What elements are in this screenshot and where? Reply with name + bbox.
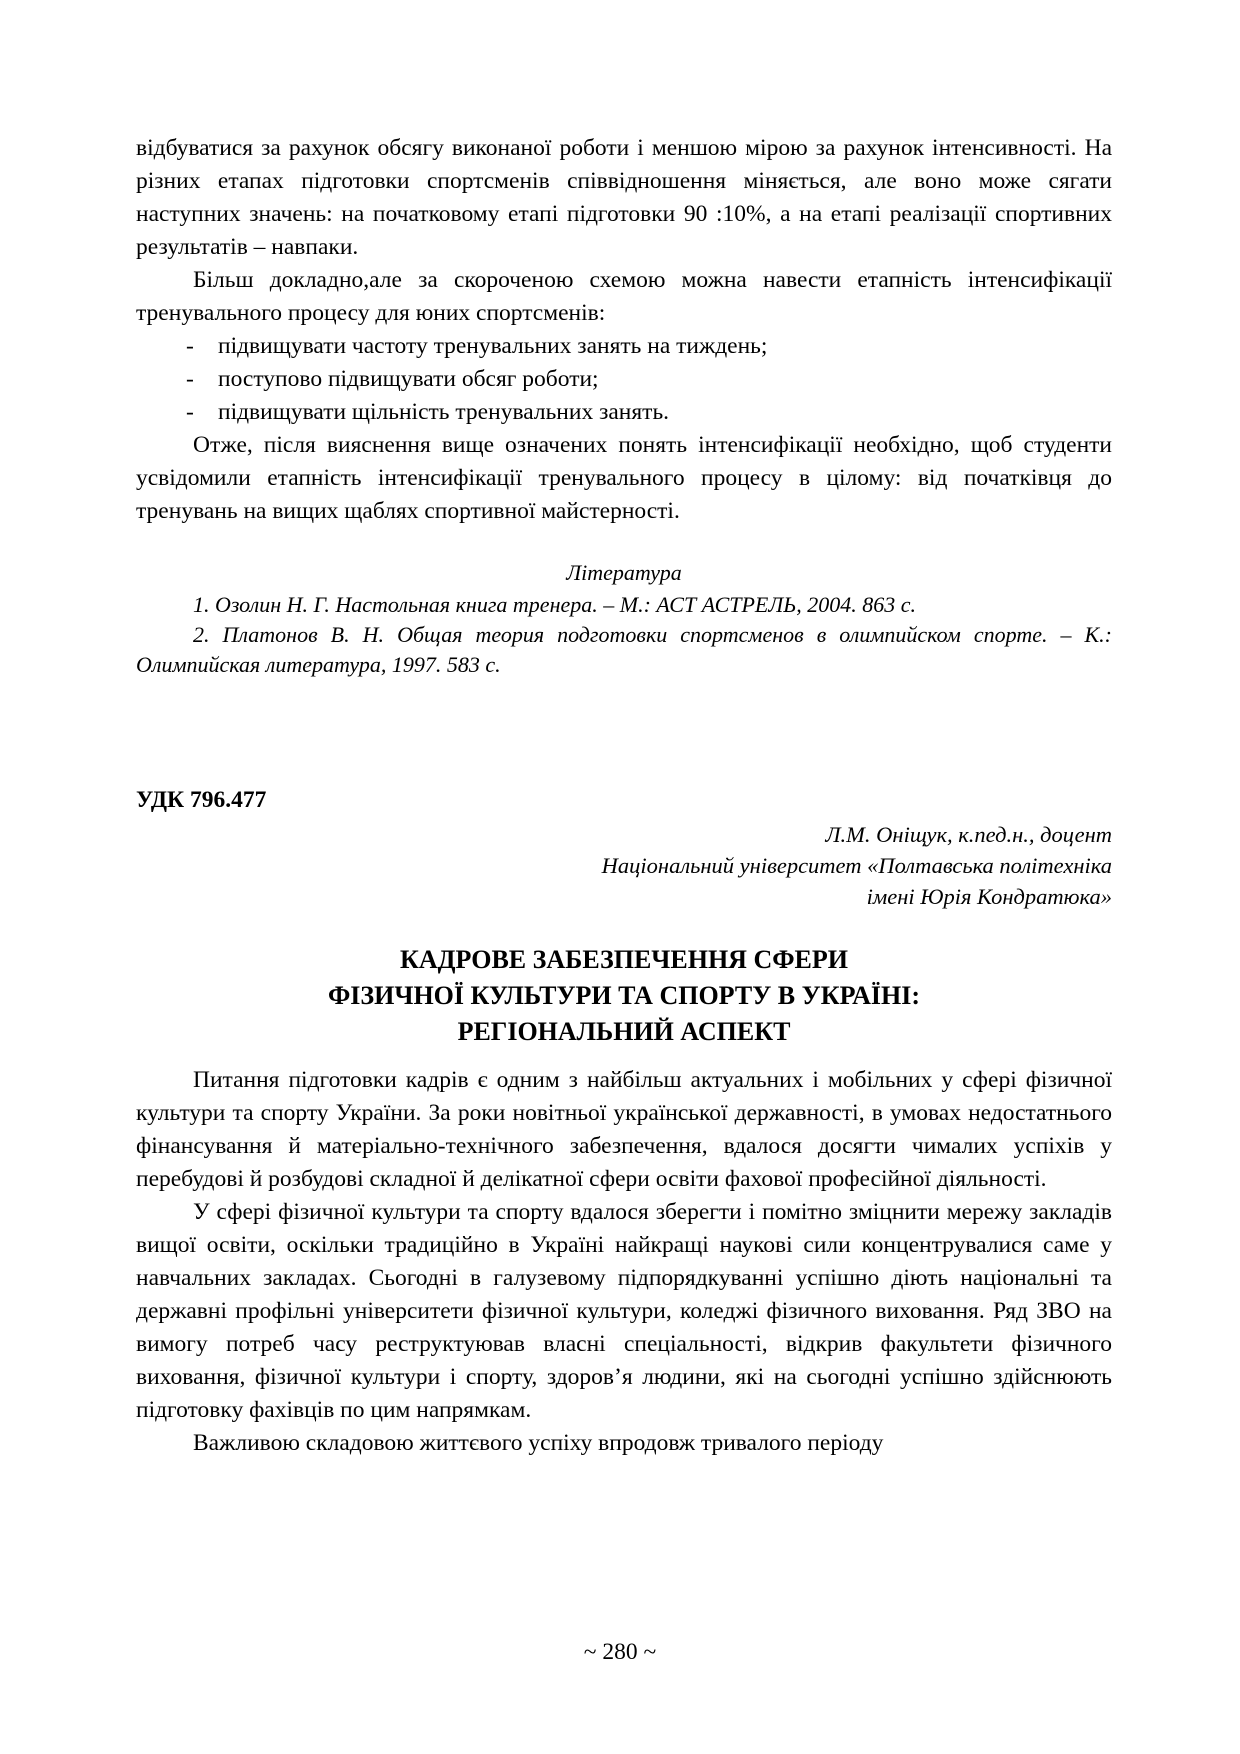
paragraph-body: У сфері фізичної культури та спорту вдалося зберегти і помітно зміцнити мережу закладів вищої освіти, оскільки традиційно в Україні найкращі наукові сили концентрувалися саме у навчальних закладах. Сьогодні в галузевому підпорядкуванні успішно діють національні та державні профільні університети фізичної культури, коледжі фізичного виховання. Ряд ЗВО на вимогу потреб часу реструктуював власні спеціальності, відкрив факультети фізичного виховання, фізичної культури і спорту, здоров’я людини, які на сьогодні успішно здійснюють підготовку фахівців по цим напрямкам. [136, 1199, 1112, 1423]
list-item [136, 363, 1112, 396]
author-block [136, 819, 1112, 912]
author-affiliation-line1: Національний університет «Полтавська політехніка [601, 853, 1112, 878]
reference-item: 2. Платонов В. Н. Общая теория подготовки спортсменов в олимпийском спорте. – К.: Олимпийская литература, 1997. 583 с. [136, 622, 1112, 677]
page-number: ~ 280 ~ [583, 1639, 657, 1665]
paragraph-body: Важливою складовою життєвого успіху впродовж тривалого періоду [193, 1430, 884, 1456]
list-dash-marker: - [186, 366, 194, 392]
list-item [136, 330, 1112, 363]
list-dash-marker: - [186, 333, 194, 359]
article-title-line2: ФІЗИЧНОЇ КУЛЬТУРИ ТА СПОРТУ В УКРАЇНІ: [327, 981, 921, 1010]
literature-heading: Література [566, 560, 682, 585]
paragraph-conclusion: Отже, після вияснення вище означених понять інтенсифікації необхідно, щоб студенти усвідомили етапність інтенсифікації тренувального процесу в цілому: від початківця до тренувань на вищих щаблях спортивної майстерності. [136, 432, 1112, 524]
paragraph-continued: відбуватися за рахунок обсягу виконаної роботи і меншою мірою за рахунок інтенсивності. На різних етапах підготовки спортсменів співвідношення міняється, але воно може сягати наступних значень: на початковому етапі підготовки 90 :10%, а на етапі реалізації спортивних результатів – навпаки. [136, 135, 1112, 260]
author-name: Л.М. Оніщук, к.пед.н., доцент [825, 822, 1112, 847]
article-title-line1: КАДРОВЕ ЗАБЕЗПЕЧЕННЯ СФЕРИ [400, 945, 848, 974]
list-item-text: підвищувати частоту тренувальних занять на тиждень; [218, 333, 768, 359]
list-item-text: підвищувати щільність тренувальних занять. [218, 399, 670, 425]
udc-code: УДК 796.477 [136, 787, 267, 813]
list-dash-marker: - [186, 399, 194, 425]
list-item-text: поступово підвищувати обсяг роботи; [218, 366, 599, 392]
article-title-line3: РЕГІОНАЛЬНИЙ АСПЕКТ [457, 1017, 791, 1046]
paragraph-list-intro: Більш докладно,але за скороченою схемою можна навести етапність інтенсифікації тренувального процесу для юних спортсменів: [136, 267, 1112, 326]
article-title [136, 942, 1112, 1050]
list-item [136, 396, 1112, 429]
dash-list [136, 330, 1112, 429]
paragraph-body: Питання підготовки кадрів є одним з найбільш актуальних і мобільних у сфері фізичної культури та спорту України. За роки новітньої української державності, в умовах недостатнього фінансування й матеріально-технічного забезпечення, вдалося досягти чималих успіхів у перебудові й розбудові складної й делікатної сфери освіти фахової професійної діяльності. [136, 1067, 1112, 1192]
reference-item: 1. Озолин Н. Г. Настольная книга тренера. – М.: АСТ АСТРЕЛЬ, 2004. 863 с. [193, 592, 917, 617]
author-affiliation-line2: імені Юрія Кондратюка» [866, 884, 1112, 909]
